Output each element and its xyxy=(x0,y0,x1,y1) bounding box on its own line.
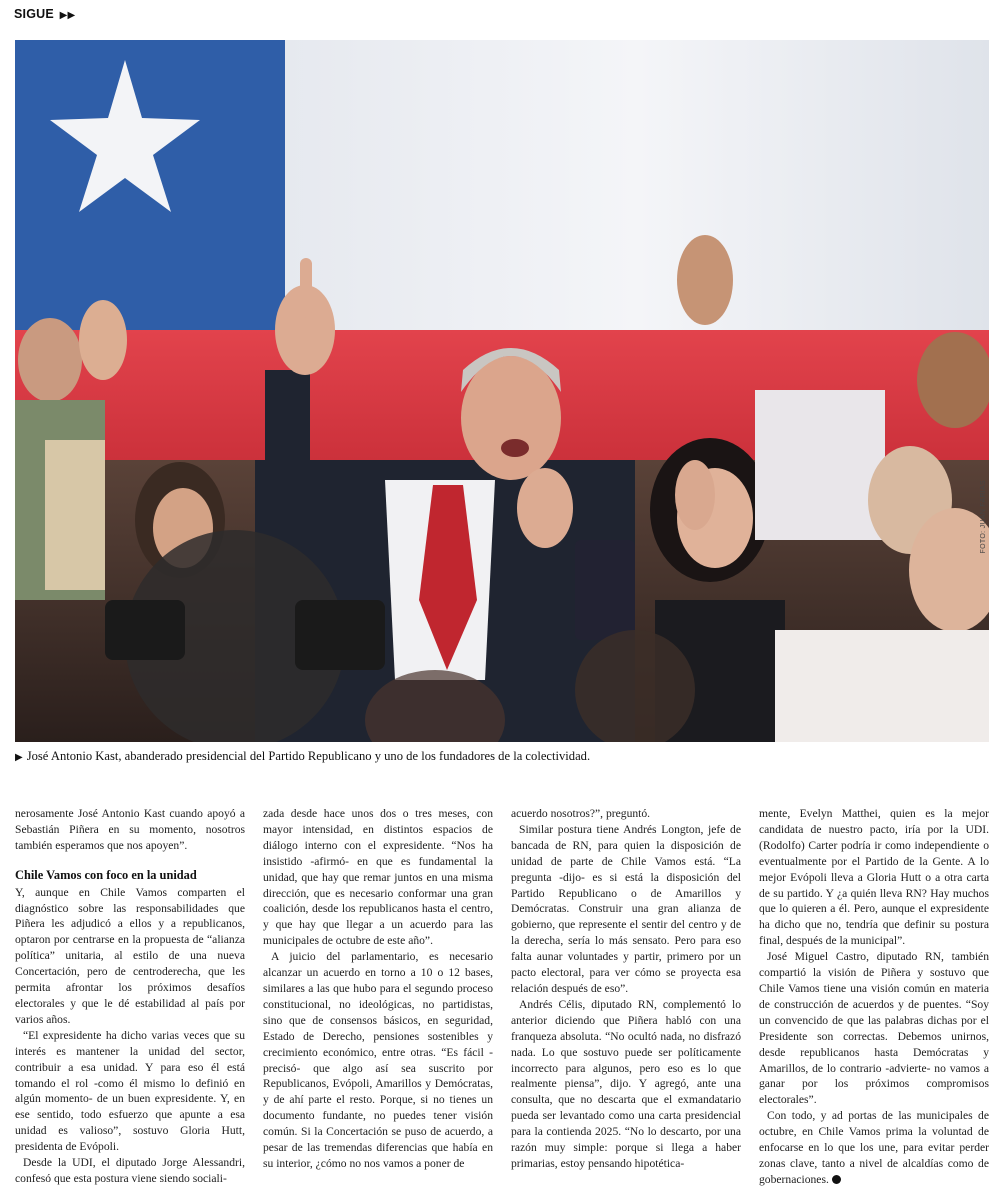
paragraph: acuerdo nosotros?”, preguntó. xyxy=(511,807,651,820)
double-arrow-icon: ▶▶ xyxy=(59,10,76,21)
paragraph: A juicio del parlamentario, es necesario alcanzar un acuerdo en torno a 10 o 12 bases, similares a las que hubo para el segundo proceso constitucional, no ideológicas, no partidistas, sino que de consensos básicos, en seguridad, Estado de Derecho, pensiones sostenibles y crecimiento económico, entre otras. “Es fácil -precisó- que algo así sea suscrito por Republicanos, Evópoli, Amarillos y Demócratas, y de ahí parte el resto. Porque, si no tienes un documento fundante, no puedes tener visión común. Si la Concertación se puso de acuerdo, a pesar de las tremendas diferencias que había en su interior, ¿cómo no nos vamos a poner de xyxy=(263,950,493,1170)
flag-white-band xyxy=(285,40,989,340)
final-paragraph-text: Con todo, y ad portas de las municipales de octubre, en Chile Vamos prima la voluntad de enfocarse en lo que los une, para evitar perder zonas clave, tanto a nivel de alcaldías como de gobernaciones. xyxy=(759,1109,989,1186)
paragraph: Desde la UDI, el diputado Jorge Alessandri, confesó que esta postura viene siendo sociali- xyxy=(15,1156,245,1185)
final-paragraph xyxy=(759,1108,989,1188)
paragraph: zada desde hace unos dos o tres meses, con mayor intensidad, en distintos espacios de diálogo interno con el expresidente. “Nos ha insistido -afirmó- en que es fundamental la unidad, que hay que remar juntos en una misma dirección, que es necesario conformar una gran coalición, desde los republicanos hasta el centro, y que hay que llegar a un acuerdo para las municipales de octubre de este año”. xyxy=(263,807,493,948)
end-mark-icon xyxy=(832,1175,841,1184)
paragraph: José Miguel Castro, diputado RN, también compartió la visión de Piñera y sostuvo que Chile Vamos tiene una visión común en materia de construcción de acuerdos y de puentes. “Soy un convencido de que las palabras dichas por el Presidente son correctas. Debemos unirnos, desde republicanos hasta Demócratas y Amarillos, de lo contrario -advierte- no vamos a ganar por los próximos compromisos electorales”. xyxy=(759,950,989,1107)
caption-text: José Antonio Kast, abanderado presidencial del Partido Republicano y uno de los fundadores de la colectividad. xyxy=(26,749,591,763)
paragraph: nerosamente José Antonio Kast cuando apoyó a Sebastián Piñera en su momento, nosotros también esperamos que nos apoyen”. xyxy=(15,807,245,852)
photo-caption xyxy=(15,749,989,764)
paragraph: mente, Evelyn Matthei, quien es la mejor candidata de nuestro pacto, iría por la UDI. (Rodolfo) Carter podría ir como independiente o eventualmente por el Partido de la Gente. A lo mejor Evópoli lleva a Gloria Hutt o a otra carta de su partido. Y ¿a quién lleva RN? Hay muchos que lo quieren a él. Pero, aunque el expresidente ha dicho que no, tendría que definir su postura final, después de la municipal”. xyxy=(759,807,989,948)
section-header xyxy=(14,7,75,21)
caption-arrow-icon: ▶ xyxy=(15,752,23,763)
paragraph: Y, aunque en Chile Vamos comparten el diagnóstico sobre las responsabilidades que Piñera les adjudicó a ellos y a republicanos, optaron por centrarse en la propuesta de “alianza política” unitaria, al estilo de una nueva Concertación, pero de centroderecha, que les permita afrontar los próximos desafíos electorales y que le dé estabilidad al país por varios años. xyxy=(15,885,245,1026)
article-column-1 xyxy=(15,806,245,1191)
article-column-2 xyxy=(263,806,493,1191)
photo-credit: FOTO: JUAN FARIAS xyxy=(980,480,987,554)
subheading: Chile Vamos con foco en la unidad xyxy=(15,867,197,882)
main-photo xyxy=(15,40,989,742)
paragraph: Similar postura tiene Andrés Longton, jefe de bancada de RN, para quien la disposición de unidad de parte de Chile Vamos está. “La pregunta -dijo- es si está la disposición del Partido Republicano o de Amarillos y Demócratas. Construir una gran alianza de gobierno, que represente el sentir del centro y de la derecha, sería lo más sensato. Pero para eso falta aunar voluntades y partir, primero por un pacto electoral, para ver cómo se proyecta esa relación después de eso”. xyxy=(511,822,741,995)
article-body xyxy=(15,806,989,1191)
article-column-3 xyxy=(511,806,741,1191)
paragraph: “El expresidente ha dicho varias veces que su interés es mantener la unidad del sector, contribuir a esa unidad. Y para eso él está tomando el rol -como él mismo lo definió en algún momento- de un buen expresidente. Y, en ese sentido, todo esfuerzo que apunte a esa unidad es valioso”, sostuvo Gloria Hutt, presidenta de Evópoli. xyxy=(15,1028,245,1154)
paragraph: Andrés Célis, diputado RN, complementó lo anterior diciendo que Piñera habló con una franqueza absoluta. “No ocultó nada, no disfrazó nada. Lo que sostuvo puede ser políticamente incorrecto para algunos, pero eso es lo que realmente piensa”, dijo. Y agregó, ante una consulta, que no descarta que el exmandatario pueda ser levantado como una carta presidencial para la contienda 2025. “No lo descarto, por una razón muy simple: porque si llega a haber primarias, estoy pensando hipotética- xyxy=(511,997,741,1170)
section-label: SIGUE xyxy=(14,7,54,21)
article-column-4 xyxy=(759,806,989,1191)
photo-illustration xyxy=(15,40,989,742)
